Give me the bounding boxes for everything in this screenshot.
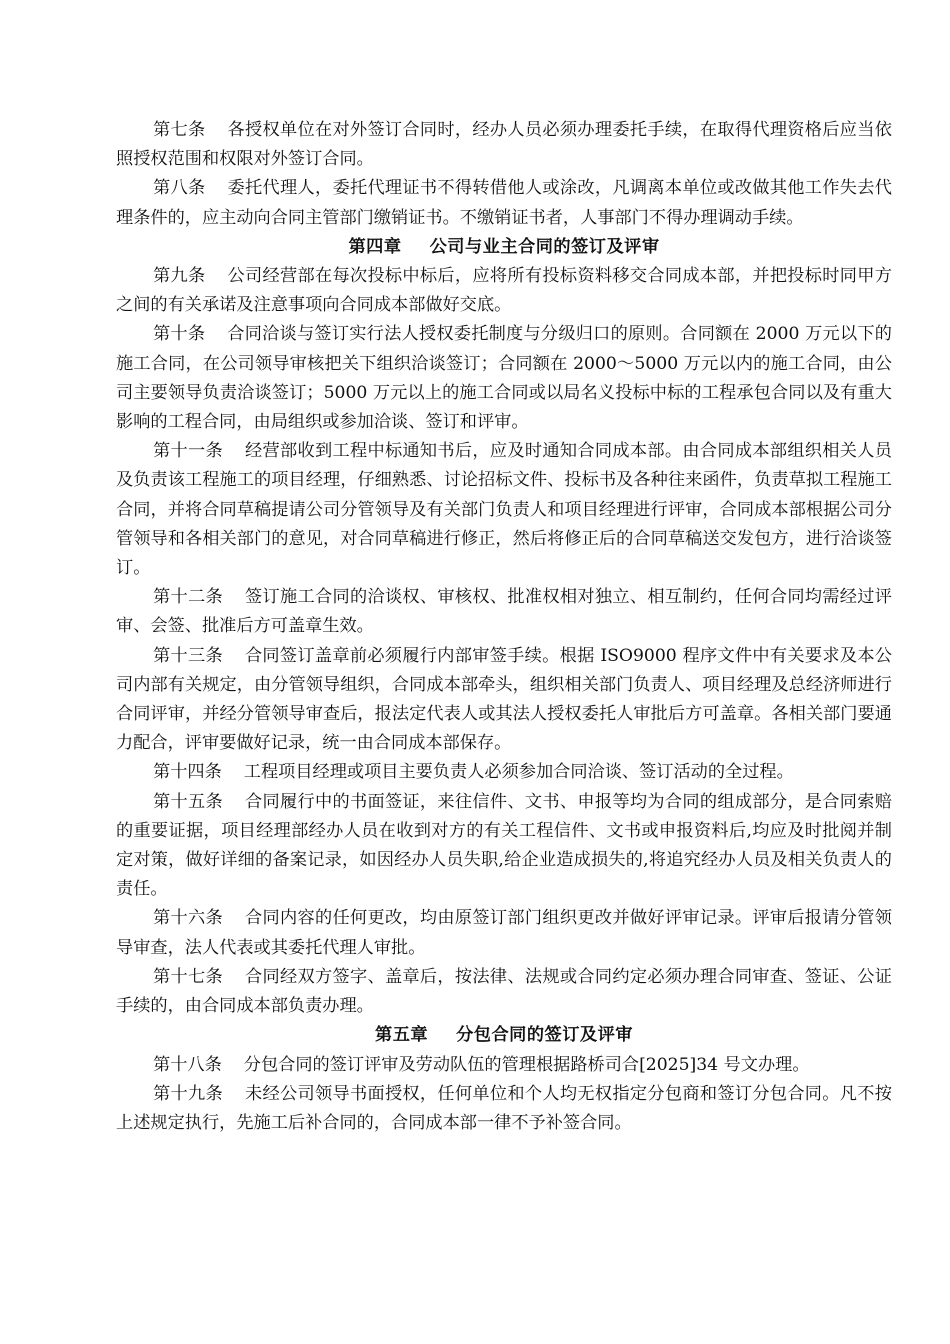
article-14	[116, 758, 892, 787]
article-number: 第九条	[153, 266, 206, 287]
article-number: 第十二条	[153, 587, 223, 608]
chapter-4-heading	[116, 233, 892, 262]
article-text: 委托代理人，委托代理证书不得转借他人或涂改，凡调离本单位或改做其他工作失去代理条件的，应主动向合同主管部门缴销证书。不缴销证书者，人事部门不得办理调动手续。	[116, 178, 892, 228]
article-16	[116, 904, 892, 962]
article-19	[116, 1080, 892, 1138]
article-text: 经营部收到工程中标通知书后，应及时通知合同成本部。由合同成本部组织相关人员及负责该工程施工的项目经理，仔细熟悉、讨论招标文件、投标书及各种往来函件，负责草拟工程施工合同，并将合同草稿提请公司分管领导及有关部门负责人和项目经理进行评审，合同成本部根据公司分管领导和各相关部门的意见，对合同草稿进行修正，然后将修正后的合同草稿送交发包方，进行洽谈签订。	[116, 441, 892, 579]
article-18	[116, 1051, 892, 1080]
article-text: 合同洽谈与签订实行法人授权委托制度与分级归口的原则。合同额在 2000 万元以下的施工合同，在公司领导审核把关下组织洽谈签订；合同额在 2000～5000 万元以内的施工合同，由公司主要领导负责洽谈签订；5000 万元以上的施工合同或以局名义投标中标的工程承包合同以及有重大影响的工程合同，由局组织或参加洽谈、签订和评审。	[116, 324, 892, 433]
article-number: 第十三条	[153, 645, 223, 666]
article-text: 签订施工合同的洽谈权、审核权、批准权相对独立、相互制约，任何合同均需经过评审、会签、批准后方可盖章生效。	[116, 587, 892, 637]
chapter-title: 公司与业主合同的签订及评审	[429, 236, 660, 257]
chapter-number: 第四章	[348, 236, 402, 257]
article-11	[116, 437, 892, 583]
article-number: 第十四条	[153, 762, 222, 783]
article-number: 第十六条	[153, 908, 223, 929]
article-text: 合同经双方签字、盖章后，按法律、法规或合同约定必须办理合同审查、签证、公证手续的，由合同成本部负责办理。	[116, 966, 892, 1017]
chapter-5-heading	[116, 1021, 892, 1050]
article-number: 第十五条	[153, 791, 223, 812]
article-text: 各授权单位在对外签订合同时，经办人员必须办理委托手续，在取得代理资格后应当依照授权范围和权限对外签订合同。	[116, 120, 892, 170]
article-15	[116, 788, 892, 905]
article-12	[116, 583, 892, 641]
article-text: 未经公司领导书面授权，任何单位和个人均无权指定分包商和签订分包合同。凡不按上述规定执行，先施工后补合同的，合同成本部一律不予补签合同。	[116, 1083, 892, 1133]
article-text: 公司经营部在每次投标中标后，应将所有投标资料移交合同成本部，并把投标时同甲方之间的有关承诺及注意事项向合同成本部做好交底。	[116, 266, 892, 316]
article-text: 合同内容的任何更改，均由原签订部门组织更改并做好评审记录。评审后报请分管领导审查，法人代表或其委托代理人审批。	[116, 908, 892, 958]
article-text: 工程项目经理或项目主要负责人必须参加合同洽谈、签订活动的全过程。	[243, 762, 794, 783]
document-body	[116, 116, 892, 1138]
article-9	[116, 262, 892, 320]
article-number: 第十一条	[153, 441, 223, 462]
chapter-title: 分包合同的签订及评审	[456, 1025, 633, 1046]
article-number: 第八条	[153, 178, 206, 199]
article-number: 第十七条	[153, 966, 223, 987]
article-number: 第七条	[153, 120, 206, 140]
article-10	[116, 320, 892, 437]
article-7	[116, 116, 892, 174]
article-number: 第十九条	[153, 1083, 223, 1104]
article-number: 第十条	[153, 324, 206, 345]
article-text: 合同签订盖章前必须履行内部审签手续。根据 ISO9000 程序文件中有关要求及本公司内部有关规定，由分管领导组织，合同成本部牵头，组织相关部门负责人、项目经理及总经济师进行合同评审，并经分管领导审查后，报法定代表人或其法人授权委托人审批后方可盖章。各相关部门要通力配合，评审要做好记录，统一由合同成本部保存。	[116, 645, 892, 754]
chapter-number: 第五章	[375, 1025, 429, 1046]
article-number: 第十八条	[153, 1054, 222, 1075]
article-text: 合同履行中的书面签证，来往信件、文书、申报等均为合同的组成部分，是合同索赔的重要证据，项目经理部经办人员在收到对方的有关工程信件、文书或申报资料后,均应及时批阅并制定对策，做好详细的备案记录，如因经办人员失职,给企业造成损失的,将追究经办人员及相关负责人的责任。	[116, 791, 892, 900]
article-17	[116, 963, 892, 1021]
article-13	[116, 642, 892, 759]
article-text: 分包合同的签订评审及劳动队伍的管理根据路桥司合[2025]34 号文办理。	[243, 1054, 810, 1075]
article-8	[116, 174, 892, 232]
